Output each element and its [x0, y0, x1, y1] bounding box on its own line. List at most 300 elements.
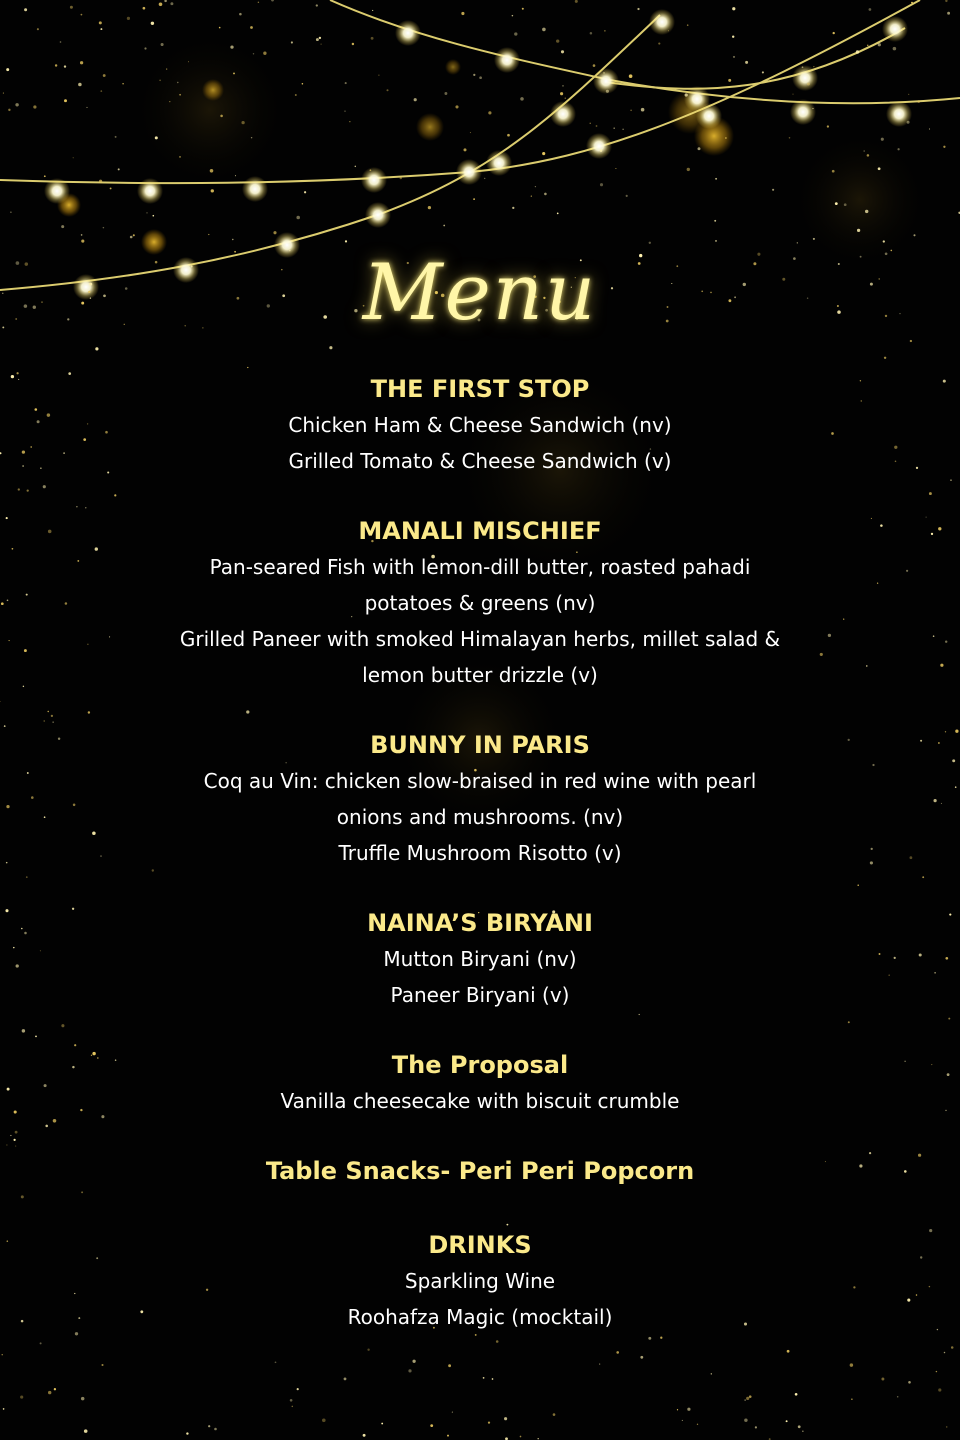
glitter-dot [865, 210, 868, 213]
glitter-dot [955, 730, 958, 733]
glitter-dot [430, 1424, 433, 1427]
glitter-dot [159, 79, 161, 81]
glitter-dot [22, 465, 24, 467]
menu-list [60, 371, 900, 1369]
glitter-dot [918, 1154, 921, 1157]
glitter-dot [920, 1256, 922, 1258]
glitter-dot [371, 37, 374, 40]
glitter-dot [27, 772, 29, 774]
glitter-dot [687, 1408, 690, 1411]
glitter-dot [81, 234, 83, 236]
glitter-dot [45, 1125, 48, 1128]
menu-section [60, 1153, 900, 1189]
glitter-dot [948, 1018, 950, 1020]
glitter-dot [926, 517, 927, 518]
glitter-dot [908, 1381, 911, 1384]
menu-item: Grilled Paneer with smoked Himalayan herbs, millet salad & [179, 627, 781, 651]
glitter-dot [219, 27, 221, 29]
bokeh-orb [416, 113, 444, 141]
glitter-dot [103, 74, 106, 77]
glitter-dot [21, 928, 23, 930]
glitter-dot [241, 121, 244, 124]
glitter-dot [488, 111, 491, 114]
glitter-dot [565, 97, 566, 98]
menu-item: onions and mushrooms. (nv) [336, 805, 624, 829]
glitter-dot [35, 1036, 37, 1038]
glitter-dot [952, 759, 955, 762]
glitter-dot [290, 1399, 293, 1402]
section-title: The Proposal [391, 1051, 569, 1079]
glitter-dot [944, 1352, 946, 1354]
glitter-dot [492, 1378, 494, 1380]
glitter-dot [897, 1396, 899, 1398]
glitter-dot [27, 489, 29, 491]
glitter-dot [908, 94, 909, 95]
glitter-dot [770, 81, 771, 82]
glitter-dot [473, 74, 475, 76]
glitter-dot [913, 234, 915, 236]
glitter-dot [235, 175, 236, 176]
glitter-dot [15, 1131, 18, 1134]
glitter-dot [14, 1110, 17, 1113]
glitter-dot [950, 479, 951, 480]
glitter-dot [857, 229, 860, 232]
glitter-dot [51, 715, 53, 717]
glitter-dot [949, 914, 951, 916]
glitter-dot [813, 66, 814, 67]
glitter-dot [630, 109, 632, 111]
glitter-dot [7, 599, 9, 601]
glitter-dot [349, 121, 350, 122]
glitter-dot [938, 742, 940, 744]
glitter-dot [99, 180, 102, 183]
glitter-dot [520, 97, 524, 101]
glitter-dot [835, 202, 838, 205]
glitter-dot [220, 115, 223, 118]
glitter-dot [170, 2, 173, 5]
glitter-dot [560, 92, 563, 95]
menu-item: Roohafza Magic (mocktail) [347, 1305, 613, 1329]
glitter-dot [166, 69, 167, 70]
glitter-dot [556, 39, 559, 42]
glitter-dot [745, 1400, 746, 1401]
glitter-dot [210, 169, 214, 173]
glitter-dot [907, 1299, 910, 1302]
glitter-dot [320, 43, 321, 44]
glitter-dot [8, 109, 10, 111]
glitter-dot [44, 175, 46, 177]
glitter-dot [54, 1388, 56, 1390]
glitter-dot [208, 1425, 210, 1427]
glitter-dot [100, 28, 102, 30]
glitter-dot [744, 1418, 747, 1421]
glitter-dot [55, 64, 57, 66]
glitter-dot [762, 71, 764, 73]
glitter-dot [626, 195, 628, 197]
glitter-dot [319, 37, 321, 39]
section-title: MANALI MISCHIEF [358, 517, 602, 545]
glitter-dot [297, 1388, 299, 1390]
glitter-dot [697, 1424, 698, 1425]
glitter-dot [16, 964, 19, 967]
glitter-dot [622, 129, 623, 130]
glitter-dot [947, 12, 950, 15]
glitter-dot [793, 94, 794, 95]
glitter-dot [18, 379, 19, 380]
glitter-dot [507, 134, 510, 137]
glitter-dot [24, 8, 27, 11]
glitter-dot [596, 125, 598, 127]
glitter-dot [4, 725, 6, 727]
glitter-dot [917, 100, 920, 103]
glitter-dot [345, 82, 347, 84]
glitter-dot [6, 862, 8, 864]
menu-item: Mutton Biryani (nv) [383, 947, 577, 971]
glitter-dot [698, 147, 701, 150]
glitter-dot [99, 21, 102, 24]
glitter-dot [84, 1429, 88, 1433]
glitter-dot [483, 1377, 485, 1379]
glitter-dot [11, 375, 14, 378]
glitter-dot [795, 1393, 798, 1396]
glitter-dot [919, 953, 922, 956]
glitter-dot [484, 178, 485, 179]
glitter-dot [115, 136, 117, 138]
glitter-dot [463, 148, 466, 151]
glitter-dot [177, 82, 178, 83]
glitter-dot [561, 50, 564, 53]
glitter-dot [13, 1139, 15, 1141]
glitter-dot [943, 380, 946, 383]
glitter-dot [604, 30, 605, 31]
glitter-dot [80, 61, 83, 64]
glitter-dot [637, 8, 639, 10]
glitter-dot [940, 664, 943, 667]
glitter-dot [844, 203, 847, 206]
glitter-dot [344, 1377, 347, 1380]
glitter-dot [370, 169, 372, 171]
glitter-dot [916, 467, 918, 469]
glitter-dot [603, 72, 604, 73]
glitter-dot [641, 108, 645, 112]
glitter-dot [488, 1422, 490, 1424]
glitter-dot [455, 105, 458, 108]
glitter-dot [878, 167, 881, 170]
glitter-dot [15, 103, 18, 106]
glitter-dot [7, 1088, 10, 1091]
glitter-dot [44, 1084, 47, 1087]
glitter-dot [955, 786, 957, 788]
glitter-dot [47, 413, 50, 416]
glitter-dot [161, 43, 164, 46]
glitter-dot [893, 47, 897, 51]
glitter-dot [3, 93, 4, 94]
glitter-dot [30, 446, 32, 448]
glitter-dot [910, 856, 913, 859]
glitter-dot [33, 105, 36, 108]
glitter-dot [143, 7, 146, 10]
glitter-dot [884, 357, 886, 359]
glitter-dot [211, 189, 214, 192]
glitter-dot [316, 38, 319, 41]
glitter-dot [733, 56, 735, 58]
glitter-dot [118, 168, 120, 170]
glitter-dot [15, 1146, 16, 1147]
glitter-dot [100, 90, 102, 92]
glitter-dot [938, 1388, 941, 1391]
glitter-dot [271, 0, 274, 1]
glitter-dot [381, 1423, 383, 1425]
glitter-dot [40, 468, 41, 469]
glitter-dot [344, 110, 345, 111]
glitter-dot [772, 189, 774, 191]
glitter-dot [537, 1438, 538, 1439]
glitter-dot [291, 41, 293, 43]
glitter-dot [6, 805, 9, 808]
glitter-dot [3, 1408, 5, 1410]
glitter-dot [40, 950, 41, 951]
glitter-dot [179, 156, 181, 158]
glitter-dot [951, 1346, 954, 1349]
glitter-dot [832, 170, 835, 173]
glitter-dot [24, 649, 27, 652]
glitter-dot [1, 602, 4, 605]
glitter-dot [0, 452, 1, 454]
glitter-dot [544, 193, 547, 196]
glitter-dot [929, 1229, 932, 1232]
glitter-dot [522, 8, 524, 10]
glitter-dot [155, 136, 158, 139]
glitter-dot [60, 41, 62, 43]
glitter-dot [133, 234, 135, 236]
glitter-dot [755, 1426, 757, 1428]
section-title: NAINA’S BIRYANI [367, 909, 593, 937]
glitter-dot [151, 22, 154, 25]
glitter-dot [575, 0, 578, 3]
glitter-dot [31, 796, 34, 799]
glitter-dot [615, 168, 616, 169]
section-title: BUNNY IN PARIS [370, 731, 590, 759]
menu-item: Vanilla cheesecake with biscuit crumble [280, 1089, 680, 1113]
section-title: DRINKS [428, 1231, 532, 1259]
glitter-dot [732, 7, 735, 10]
glitter-dot [372, 10, 373, 11]
glitter-dot [81, 1397, 84, 1400]
glitter-dot [24, 932, 27, 935]
menu-section [60, 727, 900, 871]
glitter-dot [941, 803, 942, 804]
glitter-dot [512, 15, 514, 17]
glitter-dot [606, 90, 609, 93]
glitter-dot [352, 43, 354, 45]
glitter-dot [263, 52, 266, 55]
glitter-dot [408, 1369, 411, 1372]
glitter-dot [86, 107, 87, 108]
glitter-dot [869, 8, 872, 11]
glitter-dot [6, 517, 8, 519]
glitter-dot [904, 1170, 907, 1173]
glitter-dot [945, 640, 947, 642]
glitter-dot [938, 527, 941, 530]
glitter-dot [208, 234, 209, 235]
glitter-dot [258, 2, 259, 3]
glitter-dot [863, 150, 865, 152]
glitter-dot [146, 212, 147, 213]
glitter-dot [37, 420, 40, 423]
menu-item: Coq au Vin: chicken slow-braised in red wine with pearl [203, 769, 757, 793]
glitter-dot [26, 594, 28, 596]
glitter-dot [153, 215, 155, 217]
glitter-dot [542, 152, 545, 155]
glitter-dot [444, 92, 447, 95]
glitter-dot [295, 94, 297, 96]
glitter-dot [20, 1396, 23, 1399]
glitter-dot [520, 1436, 522, 1438]
glitter-dot [296, 216, 300, 220]
glitter-dot [186, 1432, 188, 1434]
menu-item: Truffle Mushroom Risotto (v) [338, 841, 622, 865]
menu-item: Paneer Biryani (v) [390, 983, 570, 1007]
glitter-dot [715, 178, 717, 180]
menu-item: Chicken Ham & Cheese Sandwich (nv) [288, 413, 672, 437]
glitter-dot [250, 26, 253, 29]
glitter-dot [304, 191, 306, 193]
glitter-dot [400, 177, 402, 179]
menu-section [60, 371, 900, 479]
glitter-dot [16, 372, 18, 374]
glitter-dot [48, 1391, 51, 1394]
glitter-dot [164, 0, 167, 2]
glitter-dot [70, 6, 73, 9]
glitter-dot [931, 533, 933, 535]
bokeh-orb [202, 79, 224, 101]
menu-section [60, 905, 900, 1013]
glitter-dot [21, 1320, 24, 1323]
glitter-dot [22, 1029, 25, 1032]
glitter-dot [856, 50, 859, 53]
glitter-dot [159, 3, 163, 7]
glitter-dot [81, 14, 83, 16]
glitter-dot [179, 94, 181, 96]
glitter-dot [452, 1412, 453, 1413]
glitter-dot [897, 148, 899, 150]
glitter-dot [512, 207, 514, 209]
menu-item: potatoes & greens (nv) [364, 591, 596, 615]
glitter-dot [613, 127, 615, 129]
glitter-dot [470, 132, 471, 133]
menu-item: Grilled Tomato & Cheese Sandwich (v) [288, 449, 672, 473]
glitter-dot [867, 45, 868, 46]
glitter-dot [562, 85, 563, 86]
glitter-dot [531, 196, 532, 197]
glitter-dot [48, 711, 49, 712]
glitter-dot [0, 701, 1, 702]
glitter-dot [748, 88, 750, 90]
glitter-dot [414, 98, 417, 101]
glitter-dot [73, 157, 74, 158]
glitter-dot [943, 146, 945, 148]
glitter-dot [590, 32, 593, 35]
glitter-dot [732, 36, 734, 38]
glitter-dot [447, 1435, 449, 1437]
glitter-dot [230, 45, 233, 48]
glitter-dot [904, 1061, 905, 1062]
glitter-dot [64, 99, 67, 102]
glitter-dot [725, 137, 727, 139]
glitter-dot [363, 1434, 366, 1437]
menu-section [60, 1047, 900, 1119]
glitter-dot [214, 1428, 217, 1431]
glitter-dot [378, 75, 379, 76]
glitter-dot [10, 211, 12, 213]
glitter-dot [911, 2, 913, 4]
glitter-dot [6, 68, 9, 71]
glitter-dot [557, 213, 559, 215]
glitter-dot [802, 1431, 803, 1432]
glitter-dot [907, 121, 910, 124]
glitter-dot [553, 1413, 556, 1416]
glitter-dot [386, 89, 388, 91]
glitter-dot [127, 17, 130, 20]
glitter-dot [728, 79, 731, 82]
glitter-dot [44, 816, 46, 818]
glitter-dot [542, 28, 546, 32]
glitter-dot [78, 83, 82, 87]
glitter-dot [10, 1135, 11, 1136]
glitter-dot [239, 13, 242, 16]
glitter-dot [34, 408, 37, 411]
glitter-dot [535, 186, 536, 187]
glitter-dot [169, 101, 170, 102]
glitter-dot [798, 1425, 801, 1428]
glitter-dot [64, 65, 66, 67]
glitter-dot [746, 1397, 749, 1400]
glitter-dot [936, 1371, 937, 1372]
glitter-dot [26, 876, 28, 878]
glitter-dot [21, 1195, 24, 1198]
glitter-dot [867, 154, 870, 157]
glitter-dot [916, 1294, 918, 1296]
glitter-dot [122, 83, 123, 84]
glitter-dot [878, 43, 881, 46]
glitter-dot [48, 530, 52, 534]
glitter-dot [929, 128, 930, 129]
glitter-dot [428, 206, 431, 209]
glitter-dot [933, 635, 935, 637]
glitter-dot [504, 1417, 507, 1420]
glitter-dot [802, 66, 804, 68]
menu-item: Sparkling Wine [404, 1269, 556, 1293]
glitter-dot [931, 1064, 932, 1065]
glitter-dot [7, 1240, 9, 1242]
glitter-dot [922, 876, 924, 878]
glitter-dot [786, 1420, 788, 1422]
glitter-dot [514, 32, 517, 35]
glitter-dot [247, 367, 248, 368]
glitter-dot [590, 123, 591, 124]
glitter-dot [233, 72, 235, 74]
glitter-dot [40, 1342, 42, 1344]
glitter-dot [53, 1119, 57, 1123]
glitter-dot [6, 1144, 7, 1145]
glitter-dot [677, 1409, 678, 1410]
glitter-dot [23, 686, 24, 687]
glitter-dot [685, 93, 688, 96]
bokeh-orb [445, 59, 461, 75]
glitter-dot [443, 225, 445, 227]
glitter-dot [355, 166, 356, 167]
glitter-dot [929, 1286, 930, 1287]
